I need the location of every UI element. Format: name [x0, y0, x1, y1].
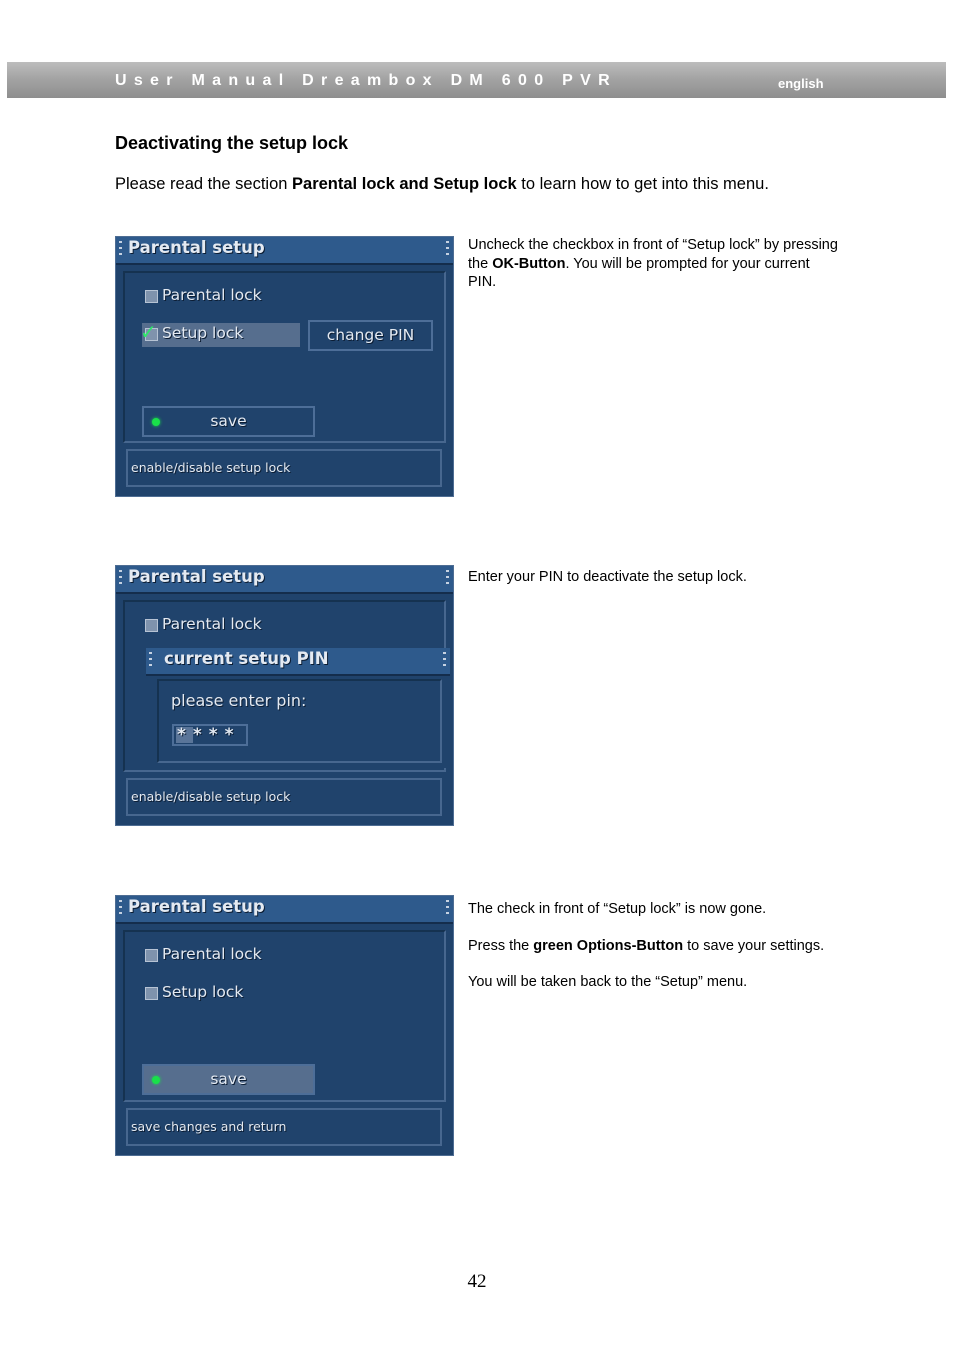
parental-lock-checkbox[interactable]	[145, 290, 158, 303]
step3-description	[468, 900, 838, 1010]
green-button-icon	[152, 1076, 160, 1084]
titlebar-grip-icon	[149, 652, 152, 669]
parental-lock-checkbox[interactable]	[145, 949, 158, 962]
save-button-label: save	[210, 1070, 247, 1088]
osd-status-bar: enable/disable setup lock	[126, 778, 442, 816]
parental-lock-checkbox[interactable]	[145, 619, 158, 632]
popup-body	[157, 679, 442, 763]
parental-lock-label: Parental lock	[162, 945, 262, 963]
step2-description	[468, 568, 838, 605]
intro-text-start: Please read the section	[115, 175, 293, 193]
step1-text-end: . You will be prompted for your current PIN.	[468, 255, 810, 290]
screenshot-pin-entry-step2	[115, 565, 454, 826]
setup-lock-label: Setup lock	[162, 983, 244, 1001]
osd-window-title: Parental setup	[128, 567, 265, 586]
green-options-button-reference: green Options-Button	[533, 937, 684, 954]
osd-status-bar: save changes and return	[126, 1108, 442, 1146]
osd-titlebar	[116, 896, 453, 924]
titlebar-grip-icon	[443, 652, 446, 669]
section-title: Deactivating the setup lock	[115, 133, 349, 153]
manual-header-bar	[7, 62, 946, 98]
pin-input[interactable]	[172, 724, 248, 746]
titlebar-grip-icon	[446, 900, 449, 917]
screenshot-parental-setup-step3	[115, 895, 454, 1156]
parental-lock-label: Parental lock	[162, 615, 262, 633]
intro-text-end: to learn how to get into this menu.	[516, 175, 769, 193]
step3-text-end: to save your settings.	[683, 937, 825, 954]
osd-window-title: Parental setup	[128, 897, 265, 916]
titlebar-grip-icon	[119, 241, 122, 258]
step2-text: Enter your PIN to deactivate the setup lock.	[468, 569, 747, 585]
pin-prompt: please enter pin:	[171, 691, 307, 710]
setup-lock-label: Setup lock	[162, 324, 244, 342]
osd-status-bar: enable/disable setup lock	[126, 449, 442, 487]
osd-window-title: Parental setup	[128, 238, 265, 257]
step3-text-return: You will be taken back to the “Setup” menu.	[468, 974, 748, 990]
pin-value: ****	[177, 725, 241, 745]
step3-text-check-gone: The check in front of “Setup lock” is now gone.	[468, 901, 767, 917]
ok-button-reference: OK-Button	[492, 255, 566, 272]
step1-description	[468, 236, 838, 310]
popup-titlebar	[146, 648, 450, 676]
intro-section-reference: Parental lock and Setup lock	[292, 175, 517, 193]
titlebar-grip-icon	[119, 900, 122, 917]
popup-title: current setup PIN	[164, 649, 329, 668]
screenshot-parental-setup-step1	[115, 236, 454, 497]
page-number: 42	[467, 1271, 487, 1292]
save-button[interactable]	[142, 1064, 315, 1095]
pin-popup-dialog	[146, 648, 450, 768]
titlebar-grip-icon	[446, 570, 449, 587]
titlebar-grip-icon	[119, 570, 122, 587]
step1-text: Uncheck the checkbox in front of “Setup lock” by pressing the	[468, 237, 838, 272]
parental-lock-label: Parental lock	[162, 286, 262, 304]
intro-paragraph	[115, 175, 769, 194]
setup-lock-checkbox[interactable]	[145, 987, 158, 1000]
change-pin-button[interactable]: change PIN	[308, 320, 433, 351]
step3-text: Press the	[468, 937, 534, 954]
checkmark-icon: ✓	[140, 320, 157, 344]
titlebar-grip-icon	[446, 241, 449, 258]
language-label: english	[778, 76, 824, 91]
osd-titlebar	[116, 237, 453, 265]
save-button-label: save	[210, 412, 247, 430]
osd-titlebar	[116, 566, 453, 594]
manual-title: User Manual Dreambox DM 600 PVR	[115, 72, 617, 89]
save-button[interactable]	[142, 406, 315, 437]
green-button-icon	[152, 418, 160, 426]
